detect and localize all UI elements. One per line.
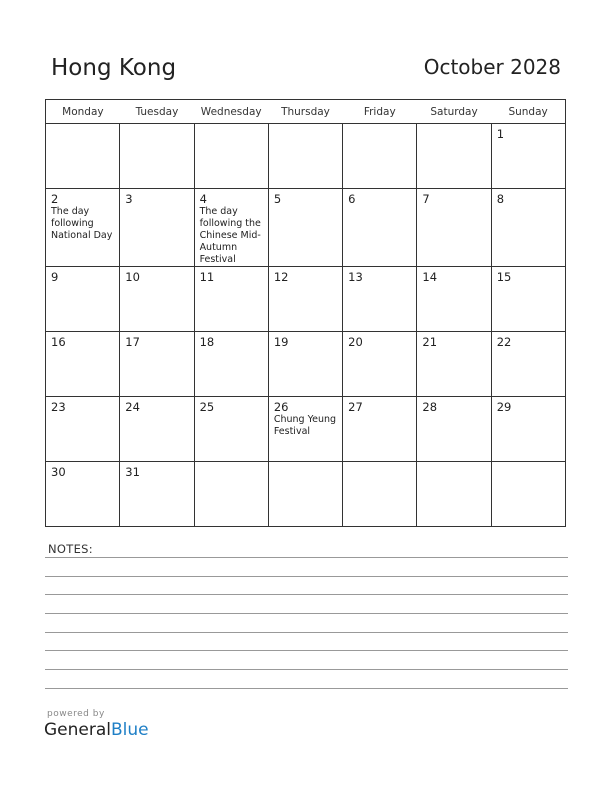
day-number: 13 xyxy=(348,270,363,284)
day-cell[interactable] xyxy=(491,332,565,397)
day-number: 30 xyxy=(51,465,66,479)
note-line xyxy=(45,557,568,558)
day-cell[interactable] xyxy=(343,397,417,462)
month-title: October 2028 xyxy=(423,55,561,79)
day-cell[interactable] xyxy=(194,189,268,267)
note-line xyxy=(45,669,568,670)
day-cell[interactable] xyxy=(120,124,194,189)
day-cell[interactable] xyxy=(120,462,194,527)
holiday-label: Chung Yeung Festival xyxy=(273,414,337,437)
day-cell[interactable] xyxy=(268,332,342,397)
day-number: 29 xyxy=(496,400,512,414)
day-number: 10 xyxy=(125,270,140,284)
day-number: 4 xyxy=(199,192,207,206)
week-row xyxy=(46,462,566,527)
day-cell[interactable] xyxy=(268,267,342,332)
day-cell[interactable] xyxy=(417,332,491,397)
day-number: 16 xyxy=(51,335,66,349)
day-cell[interactable] xyxy=(194,332,268,397)
day-cell[interactable] xyxy=(268,124,342,189)
day-number: 17 xyxy=(125,335,140,349)
day-cell[interactable] xyxy=(194,124,268,189)
brand-logo[interactable] xyxy=(44,720,149,740)
day-cell[interactable] xyxy=(343,124,417,189)
day-number: 3 xyxy=(125,192,133,206)
day-cell[interactable] xyxy=(417,124,491,189)
day-cell[interactable] xyxy=(417,462,491,527)
weekday-header: Sunday xyxy=(491,100,565,124)
day-cell[interactable] xyxy=(194,462,268,527)
day-number: 15 xyxy=(496,270,512,284)
day-number: 20 xyxy=(348,335,363,349)
day-number: 18 xyxy=(199,335,215,349)
day-number: 27 xyxy=(348,400,363,414)
note-line xyxy=(45,632,568,633)
day-number: 8 xyxy=(496,192,505,206)
note-line xyxy=(45,688,568,689)
weekday-header: Thursday xyxy=(268,100,342,124)
holiday-label: The day following National Day xyxy=(51,206,113,241)
day-number: 24 xyxy=(125,400,140,414)
day-number: 11 xyxy=(199,270,215,284)
brand-general: General xyxy=(44,720,111,740)
day-cell[interactable] xyxy=(268,462,342,527)
day-cell[interactable] xyxy=(343,332,417,397)
day-cell[interactable] xyxy=(120,397,194,462)
day-cell[interactable] xyxy=(343,462,417,527)
day-number: 7 xyxy=(422,192,430,206)
day-number: 31 xyxy=(125,465,140,479)
calendar-grid xyxy=(45,99,566,527)
notes-label: NOTES: xyxy=(48,542,93,556)
day-cell[interactable] xyxy=(46,267,120,332)
day-cell[interactable] xyxy=(194,397,268,462)
day-cell[interactable] xyxy=(491,462,565,527)
week-row xyxy=(46,397,566,462)
day-cell[interactable] xyxy=(120,267,194,332)
powered-by-text: powered by xyxy=(47,709,105,719)
day-cell[interactable] xyxy=(120,332,194,397)
day-number: 1 xyxy=(496,127,505,141)
week-row xyxy=(46,332,566,397)
day-number: 6 xyxy=(348,192,356,206)
note-line xyxy=(45,576,568,577)
holiday-label: The day following the Chinese Mid-Autumn Festival xyxy=(199,206,261,265)
day-cell[interactable] xyxy=(120,189,194,267)
day-cell[interactable] xyxy=(343,267,417,332)
day-cell[interactable] xyxy=(417,397,491,462)
weekday-header: Wednesday xyxy=(194,100,268,124)
day-cell[interactable] xyxy=(343,189,417,267)
note-line xyxy=(45,613,568,614)
day-number: 14 xyxy=(422,270,438,284)
week-row xyxy=(46,189,566,267)
weekday-header: Friday xyxy=(343,100,417,124)
day-cell[interactable] xyxy=(491,189,565,267)
weekday-header-row xyxy=(46,100,566,124)
day-cell[interactable] xyxy=(194,267,268,332)
day-cell[interactable] xyxy=(46,189,120,267)
weekday-header: Saturday xyxy=(417,100,491,124)
day-cell[interactable] xyxy=(491,124,565,189)
day-cell[interactable] xyxy=(417,189,491,267)
day-number: 22 xyxy=(496,335,512,349)
day-number: 28 xyxy=(422,400,438,414)
day-number: 23 xyxy=(51,400,66,414)
day-cell[interactable] xyxy=(46,397,120,462)
day-cell[interactable] xyxy=(46,332,120,397)
note-line xyxy=(45,650,568,651)
note-line xyxy=(45,594,568,595)
day-cell[interactable] xyxy=(46,124,120,189)
day-number: 25 xyxy=(199,400,215,414)
day-number: 5 xyxy=(273,192,282,206)
day-cell[interactable] xyxy=(491,397,565,462)
day-number: 26 xyxy=(273,400,289,414)
day-number: 12 xyxy=(273,270,289,284)
weekday-header: Tuesday xyxy=(120,100,194,124)
day-number: 21 xyxy=(422,335,438,349)
day-number: 9 xyxy=(51,270,59,284)
week-row xyxy=(46,124,566,189)
day-cell[interactable] xyxy=(268,397,342,462)
week-row xyxy=(46,267,566,332)
day-number: 19 xyxy=(273,335,289,349)
day-cell[interactable] xyxy=(46,462,120,527)
day-cell[interactable] xyxy=(491,267,565,332)
brand-blue: Blue xyxy=(111,720,149,740)
region-title: Hong Kong xyxy=(51,55,177,81)
day-number: 2 xyxy=(51,192,59,206)
weekday-header: Monday xyxy=(46,100,120,124)
day-cell[interactable] xyxy=(268,189,342,267)
day-cell[interactable] xyxy=(417,267,491,332)
